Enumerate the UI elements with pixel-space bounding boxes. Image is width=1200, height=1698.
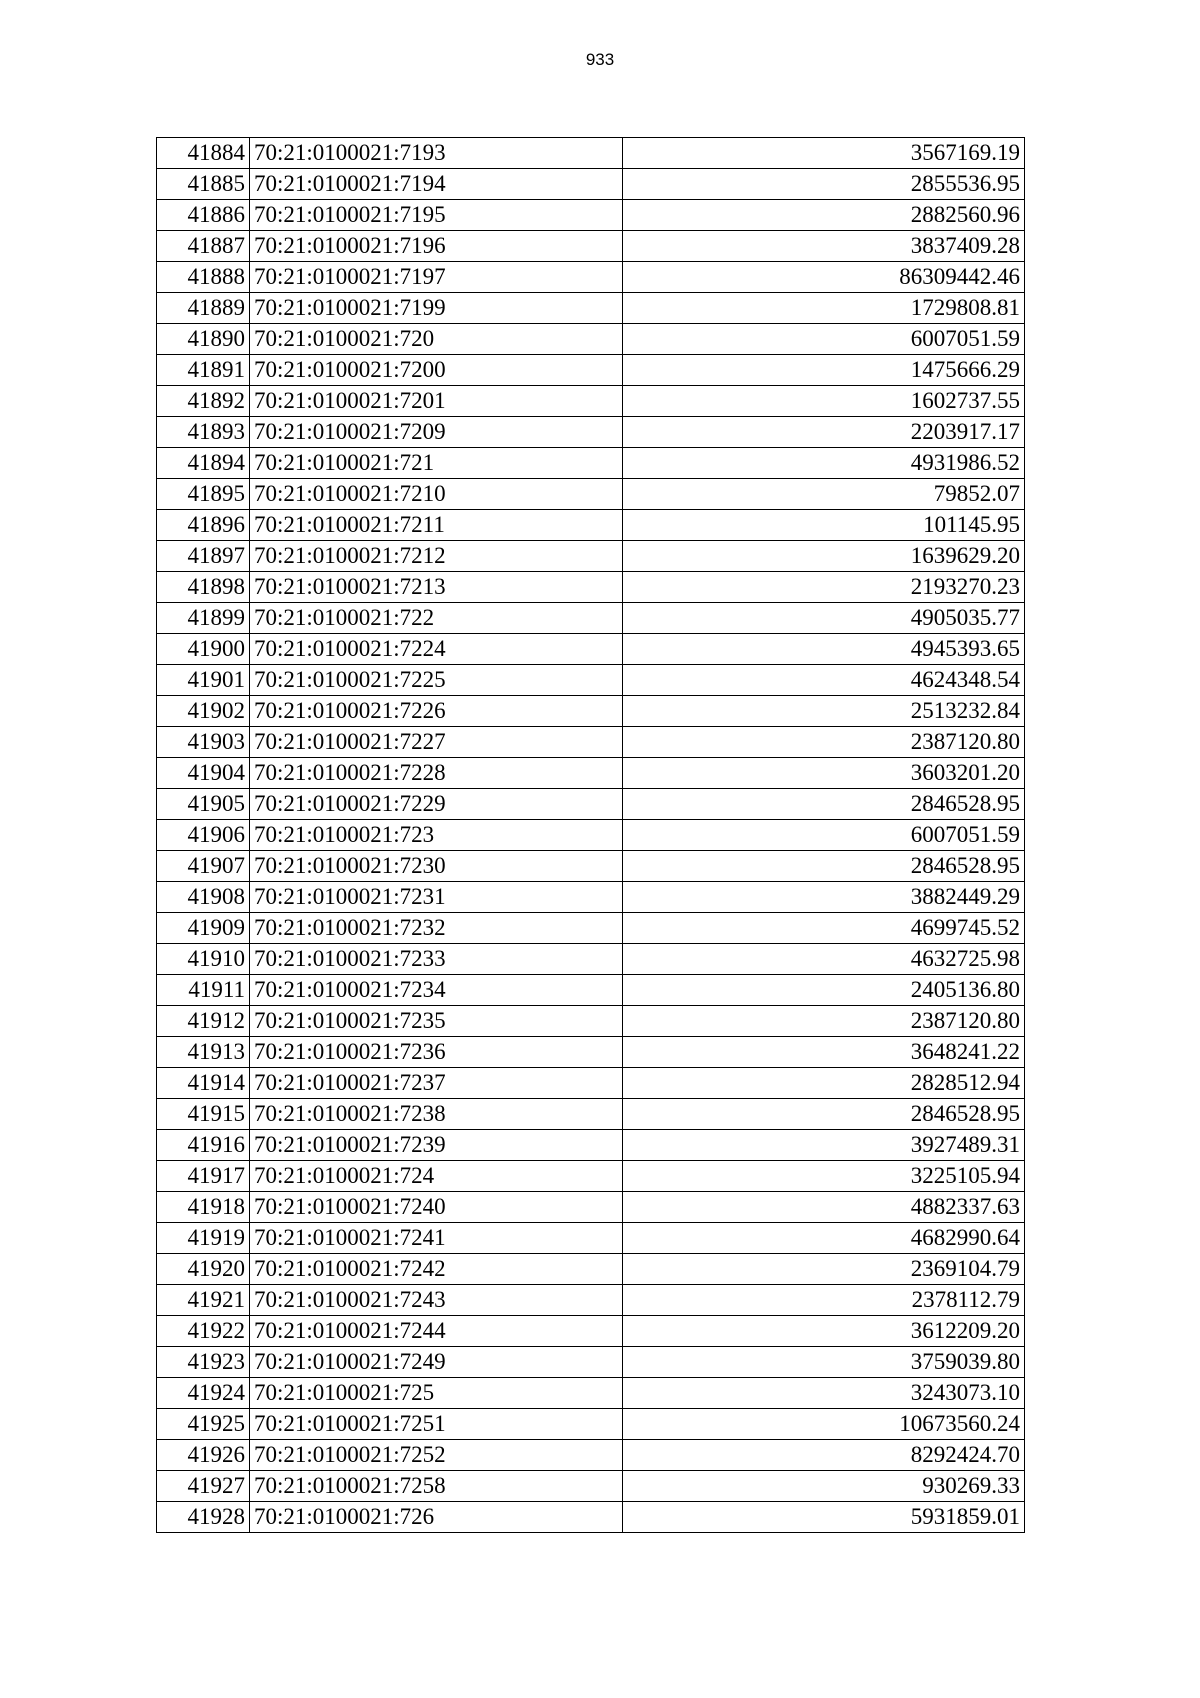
row-number-cell: 41927 <box>157 1471 250 1502</box>
value-cell: 4931986.52 <box>623 448 1025 479</box>
value-cell: 4624348.54 <box>623 665 1025 696</box>
table-row <box>157 758 1025 789</box>
cadastral-number-cell: 70:21:0100021:7236 <box>250 1037 623 1068</box>
cadastral-number-cell: 70:21:0100021:7227 <box>250 727 623 758</box>
cadastral-number-cell: 70:21:0100021:7209 <box>250 417 623 448</box>
row-number-cell: 41887 <box>157 231 250 262</box>
row-number-cell: 41911 <box>157 975 250 1006</box>
value-cell: 101145.95 <box>623 510 1025 541</box>
cadastral-number-cell: 70:21:0100021:7211 <box>250 510 623 541</box>
table-row <box>157 1254 1025 1285</box>
cadastral-number-cell: 70:21:0100021:7194 <box>250 169 623 200</box>
row-number-cell: 41909 <box>157 913 250 944</box>
table-row <box>157 1068 1025 1099</box>
value-cell: 930269.33 <box>623 1471 1025 1502</box>
row-number-cell: 41885 <box>157 169 250 200</box>
cadastral-number-cell: 70:21:0100021:7239 <box>250 1130 623 1161</box>
value-cell: 2846528.95 <box>623 1099 1025 1130</box>
cadastral-number-cell: 70:21:0100021:7251 <box>250 1409 623 1440</box>
row-number-cell: 41890 <box>157 324 250 355</box>
row-number-cell: 41917 <box>157 1161 250 1192</box>
value-cell: 86309442.46 <box>623 262 1025 293</box>
value-cell: 3243073.10 <box>623 1378 1025 1409</box>
table-row <box>157 944 1025 975</box>
value-cell: 3837409.28 <box>623 231 1025 262</box>
row-number-cell: 41897 <box>157 541 250 572</box>
table-row <box>157 665 1025 696</box>
value-cell: 4682990.64 <box>623 1223 1025 1254</box>
cadastral-number-cell: 70:21:0100021:722 <box>250 603 623 634</box>
cadastral-number-cell: 70:21:0100021:7228 <box>250 758 623 789</box>
row-number-cell: 41907 <box>157 851 250 882</box>
table-row <box>157 1223 1025 1254</box>
cadastral-number-cell: 70:21:0100021:7213 <box>250 572 623 603</box>
value-cell: 2846528.95 <box>623 789 1025 820</box>
value-cell: 1729808.81 <box>623 293 1025 324</box>
table-row <box>157 1471 1025 1502</box>
table-row <box>157 262 1025 293</box>
table-row <box>157 1161 1025 1192</box>
table-row <box>157 138 1025 169</box>
value-cell: 1475666.29 <box>623 355 1025 386</box>
row-number-cell: 41913 <box>157 1037 250 1068</box>
cadastral-number-cell: 70:21:0100021:724 <box>250 1161 623 1192</box>
cadastral-number-cell: 70:21:0100021:7224 <box>250 634 623 665</box>
row-number-cell: 41921 <box>157 1285 250 1316</box>
cadastral-number-cell: 70:21:0100021:7225 <box>250 665 623 696</box>
cadastral-number-cell: 70:21:0100021:7243 <box>250 1285 623 1316</box>
value-cell: 3882449.29 <box>623 882 1025 913</box>
cadastral-number-cell: 70:21:0100021:7234 <box>250 975 623 1006</box>
cadastral-number-cell: 70:21:0100021:7242 <box>250 1254 623 1285</box>
row-number-cell: 41910 <box>157 944 250 975</box>
row-number-cell: 41894 <box>157 448 250 479</box>
table-row <box>157 789 1025 820</box>
cadastral-number-cell: 70:21:0100021:7237 <box>250 1068 623 1099</box>
table-row <box>157 1037 1025 1068</box>
table-row <box>157 1409 1025 1440</box>
value-cell: 2513232.84 <box>623 696 1025 727</box>
table-row <box>157 541 1025 572</box>
value-cell: 10673560.24 <box>623 1409 1025 1440</box>
page-number: 933 <box>585 50 615 69</box>
row-number-cell: 41914 <box>157 1068 250 1099</box>
value-cell: 4699745.52 <box>623 913 1025 944</box>
cadastral-number-cell: 70:21:0100021:7201 <box>250 386 623 417</box>
value-cell: 2378112.79 <box>623 1285 1025 1316</box>
cadastral-number-cell: 70:21:0100021:7200 <box>250 355 623 386</box>
table-row <box>157 634 1025 665</box>
row-number-cell: 41926 <box>157 1440 250 1471</box>
table-row <box>157 1502 1025 1533</box>
row-number-cell: 41886 <box>157 200 250 231</box>
table-row <box>157 603 1025 634</box>
row-number-cell: 41888 <box>157 262 250 293</box>
table-row <box>157 1006 1025 1037</box>
row-number-cell: 41915 <box>157 1099 250 1130</box>
cadastral-number-cell: 70:21:0100021:720 <box>250 324 623 355</box>
cadastral-number-cell: 70:21:0100021:7197 <box>250 262 623 293</box>
cadastral-number-cell: 70:21:0100021:7232 <box>250 913 623 944</box>
row-number-cell: 41904 <box>157 758 250 789</box>
cadastral-number-cell: 70:21:0100021:7252 <box>250 1440 623 1471</box>
cadastral-number-cell: 70:21:0100021:7199 <box>250 293 623 324</box>
cadastral-number-cell: 70:21:0100021:7210 <box>250 479 623 510</box>
row-number-cell: 41924 <box>157 1378 250 1409</box>
table-row <box>157 386 1025 417</box>
row-number-cell: 41912 <box>157 1006 250 1037</box>
value-cell: 1602737.55 <box>623 386 1025 417</box>
value-cell: 2828512.94 <box>623 1068 1025 1099</box>
table-row <box>157 1192 1025 1223</box>
cadastral-number-cell: 70:21:0100021:7196 <box>250 231 623 262</box>
row-number-cell: 41889 <box>157 293 250 324</box>
table-row <box>157 1130 1025 1161</box>
cadastral-number-cell: 70:21:0100021:7238 <box>250 1099 623 1130</box>
table-row <box>157 820 1025 851</box>
table-row <box>157 882 1025 913</box>
value-cell: 6007051.59 <box>623 820 1025 851</box>
table-row <box>157 975 1025 1006</box>
cadastral-number-cell: 70:21:0100021:721 <box>250 448 623 479</box>
value-cell: 3225105.94 <box>623 1161 1025 1192</box>
value-cell: 2882560.96 <box>623 200 1025 231</box>
cadastral-number-cell: 70:21:0100021:7235 <box>250 1006 623 1037</box>
value-cell: 4945393.65 <box>623 634 1025 665</box>
table-row <box>157 169 1025 200</box>
value-cell: 3648241.22 <box>623 1037 1025 1068</box>
table-row <box>157 913 1025 944</box>
value-cell: 4882337.63 <box>623 1192 1025 1223</box>
value-cell: 3603201.20 <box>623 758 1025 789</box>
value-cell: 2387120.80 <box>623 727 1025 758</box>
row-number-cell: 41902 <box>157 696 250 727</box>
table-row <box>157 231 1025 262</box>
value-cell: 6007051.59 <box>623 324 1025 355</box>
value-cell: 2405136.80 <box>623 975 1025 1006</box>
value-cell: 4905035.77 <box>623 603 1025 634</box>
value-cell: 2193270.23 <box>623 572 1025 603</box>
table-row <box>157 1099 1025 1130</box>
row-number-cell: 41922 <box>157 1316 250 1347</box>
row-number-cell: 41884 <box>157 138 250 169</box>
row-number-cell: 41919 <box>157 1223 250 1254</box>
table-row <box>157 851 1025 882</box>
table-row <box>157 324 1025 355</box>
cadastral-number-cell: 70:21:0100021:7230 <box>250 851 623 882</box>
value-cell: 3567169.19 <box>623 138 1025 169</box>
cadastral-number-cell: 70:21:0100021:7241 <box>250 1223 623 1254</box>
row-number-cell: 41923 <box>157 1347 250 1378</box>
cadastral-number-cell: 70:21:0100021:7195 <box>250 200 623 231</box>
row-number-cell: 41905 <box>157 789 250 820</box>
table-row <box>157 417 1025 448</box>
row-number-cell: 41892 <box>157 386 250 417</box>
row-number-cell: 41928 <box>157 1502 250 1533</box>
row-number-cell: 41900 <box>157 634 250 665</box>
row-number-cell: 41903 <box>157 727 250 758</box>
row-number-cell: 41893 <box>157 417 250 448</box>
table-row <box>157 510 1025 541</box>
table-row <box>157 572 1025 603</box>
cadastral-number-cell: 70:21:0100021:7229 <box>250 789 623 820</box>
row-number-cell: 41891 <box>157 355 250 386</box>
table-row <box>157 479 1025 510</box>
value-cell: 2846528.95 <box>623 851 1025 882</box>
row-number-cell: 41896 <box>157 510 250 541</box>
table-row <box>157 1285 1025 1316</box>
value-cell: 2369104.79 <box>623 1254 1025 1285</box>
row-number-cell: 41918 <box>157 1192 250 1223</box>
cadastral-number-cell: 70:21:0100021:723 <box>250 820 623 851</box>
cadastral-number-cell: 70:21:0100021:7231 <box>250 882 623 913</box>
row-number-cell: 41916 <box>157 1130 250 1161</box>
value-cell: 3612209.20 <box>623 1316 1025 1347</box>
row-number-cell: 41908 <box>157 882 250 913</box>
value-cell: 3759039.80 <box>623 1347 1025 1378</box>
table-row <box>157 1347 1025 1378</box>
table-row <box>157 696 1025 727</box>
value-cell: 2855536.95 <box>623 169 1025 200</box>
registry-table <box>156 137 1025 1533</box>
cadastral-number-cell: 70:21:0100021:7233 <box>250 944 623 975</box>
cadastral-number-cell: 70:21:0100021:7212 <box>250 541 623 572</box>
cadastral-number-cell: 70:21:0100021:7258 <box>250 1471 623 1502</box>
table-row <box>157 1440 1025 1471</box>
value-cell: 1639629.20 <box>623 541 1025 572</box>
cadastral-number-cell: 70:21:0100021:725 <box>250 1378 623 1409</box>
table-row <box>157 355 1025 386</box>
cadastral-number-cell: 70:21:0100021:726 <box>250 1502 623 1533</box>
cadastral-number-cell: 70:21:0100021:7193 <box>250 138 623 169</box>
row-number-cell: 41925 <box>157 1409 250 1440</box>
value-cell: 4632725.98 <box>623 944 1025 975</box>
table-row <box>157 727 1025 758</box>
cadastral-number-cell: 70:21:0100021:7249 <box>250 1347 623 1378</box>
value-cell: 8292424.70 <box>623 1440 1025 1471</box>
row-number-cell: 41920 <box>157 1254 250 1285</box>
table-row <box>157 1378 1025 1409</box>
value-cell: 5931859.01 <box>623 1502 1025 1533</box>
row-number-cell: 41899 <box>157 603 250 634</box>
row-number-cell: 41898 <box>157 572 250 603</box>
table-row <box>157 1316 1025 1347</box>
value-cell: 79852.07 <box>623 479 1025 510</box>
row-number-cell: 41901 <box>157 665 250 696</box>
cadastral-number-cell: 70:21:0100021:7244 <box>250 1316 623 1347</box>
cadastral-number-cell: 70:21:0100021:7226 <box>250 696 623 727</box>
value-cell: 2387120.80 <box>623 1006 1025 1037</box>
value-cell: 3927489.31 <box>623 1130 1025 1161</box>
row-number-cell: 41895 <box>157 479 250 510</box>
table-row <box>157 448 1025 479</box>
value-cell: 2203917.17 <box>623 417 1025 448</box>
row-number-cell: 41906 <box>157 820 250 851</box>
registry-table-body <box>157 138 1025 1533</box>
table-row <box>157 200 1025 231</box>
cadastral-number-cell: 70:21:0100021:7240 <box>250 1192 623 1223</box>
table-row <box>157 293 1025 324</box>
